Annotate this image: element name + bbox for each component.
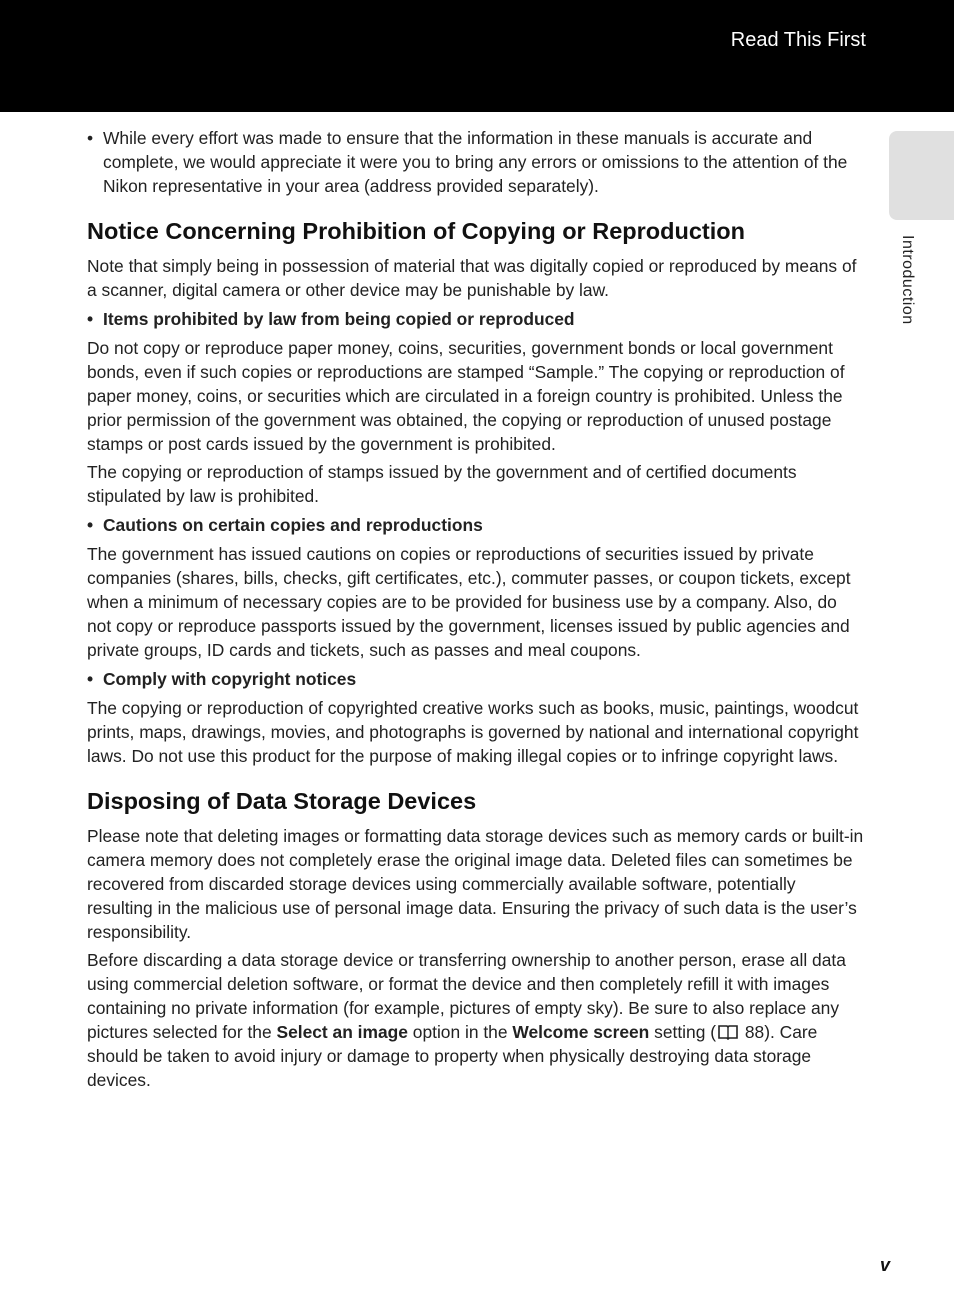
section2-heading: Disposing of Data Storage Devices: [87, 788, 477, 814]
welcome-screen-term: Welcome screen: [512, 1022, 650, 1042]
sub3-paragraph-1: The copying or reproduction of copyrighted creative works such as books, music, paintings, woodcut prints, maps, drawings, movies, and photographs is governed by national and international copyright laws. Do not use this product for the purpose of making illegal copies or to infringe copyright laws.: [87, 698, 859, 766]
sub1-paragraph-1: Do not copy or reproduce paper money, coins, securities, government bonds or local government bonds, even if such copies or reproductions are stamped “Sample.” The copying or reproduction of paper money, coins, or securities which are circulated in a foreign country is prohibited. Unless the prior permission of the government was obtained, the copying or reproduction of unused postage stamps or post cards issued by the government is prohibited.: [87, 338, 845, 454]
p2-text-4: ). Care should be taken to avoid injury or damage to property when physically destroying data storage devices.: [87, 1022, 818, 1090]
p2-text-1: Before discarding a data storage device or transferring ownership to another person, erase all data using commercial deletion software, or format the device and then completely refill it with images containing no private information (for example, pictures of empty sky). Be sure to also replace any pictures selected for the: [87, 950, 846, 1042]
select-an-image-term: Select an image: [276, 1022, 408, 1042]
page-number: v: [880, 1255, 891, 1275]
section1-heading: Notice Concerning Prohibition of Copying or Reproduction: [87, 218, 745, 244]
sub1-paragraph-2: The copying or reproduction of stamps issued by the government and of certified documents stipulated by law is prohibited.: [87, 462, 797, 506]
header-bar: [0, 0, 954, 112]
sub3-heading: • Comply with copyright notices: [87, 666, 865, 692]
p2-text-3: setting (: [649, 1022, 717, 1042]
header-title: Read This First: [730, 29, 866, 51]
side-tab-label: Introduction: [899, 235, 916, 325]
intro-bullet: • While every effort was made to ensure that the information in these manuals is accurate and complete, we would appreciate it were you to bring any errors or omissions to the attention of the Nikon representative in your area (address provided separately).: [87, 126, 865, 198]
p2-text-2: option in the: [407, 1022, 513, 1042]
section2-paragraph-1: Please note that deleting images or formatting data storage devices such as memory cards or built-in camera memory does not completely erase the original image data. Deleted files can sometimes be recovered from discarded storage devices using commercially available software, potentially resulting in the malicious use of personal image data. Ensuring the privacy of such data is the user’s responsibility.: [87, 826, 864, 942]
section1-intro: Note that simply being in possession of material that was digitally copied or reproduced by means of a scanner, digital camera or other device may be punishable by law.: [87, 256, 857, 300]
sub1-heading: • Items prohibited by law from being copied or reproduced: [87, 306, 865, 332]
side-tab: [889, 131, 954, 220]
page-content: [87, 126, 865, 1096]
reference-page: 88: [744, 1022, 765, 1042]
sub2-heading: • Cautions on certain copies and reproductions: [87, 512, 865, 538]
sub2-paragraph-1: The government has issued cautions on copies or reproductions of securities issued by private companies (shares, bills, checks, gift certificates, etc.), commuter passes, or coupon tickets, except when a minimum of necessary copies are to be provided for business use by a company. Also, do not copy or reproduce passports issued by the government, licenses issued by public agencies and private groups, ID cards and tickets, such as passes and meal coupons.: [87, 544, 851, 660]
section2-paragraph-2: [87, 948, 865, 1092]
book-icon: [718, 1024, 738, 1040]
